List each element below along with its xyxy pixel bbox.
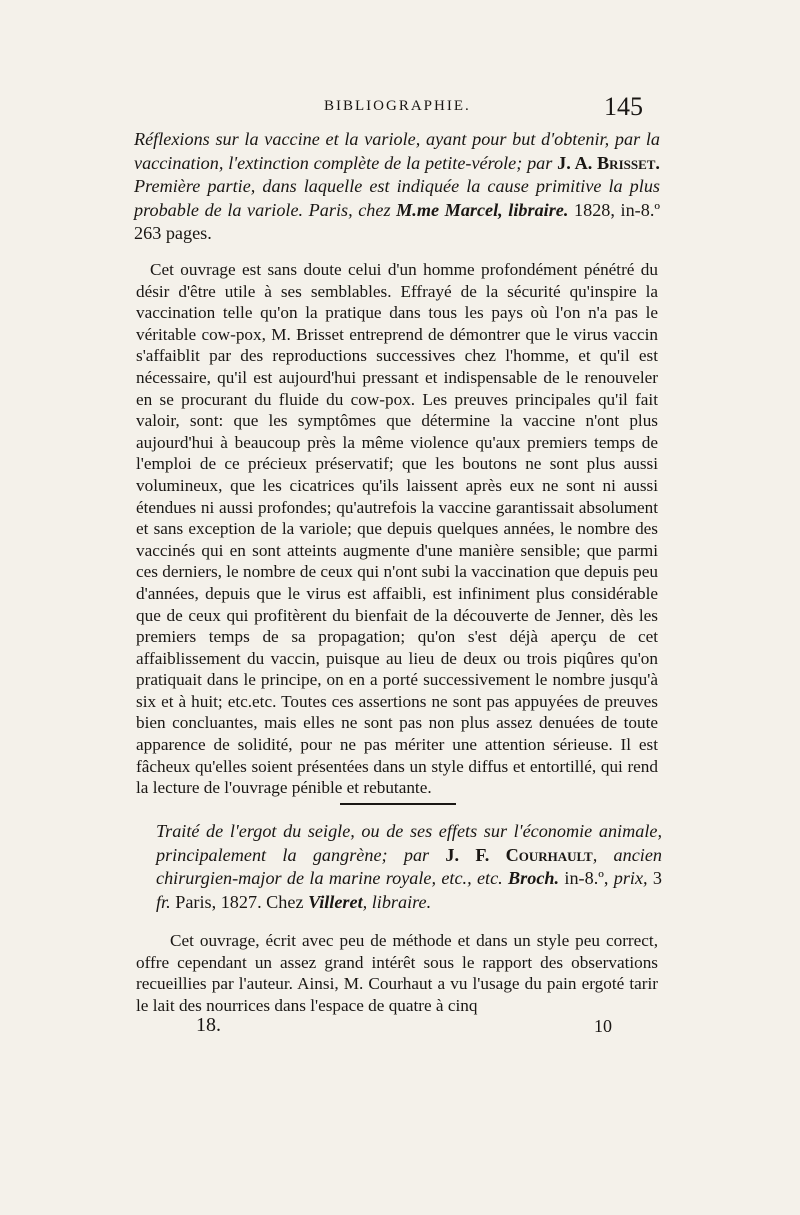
sheet-number: 10 [594, 1016, 612, 1036]
entry-1-review: Cet ouvrage est sans doute celui d'un homme profondément pénétré du désir d'être utile à ses semblables. Effrayé de la sécurité qu'inspire la vaccination telle qu'on la pratique dans tous les pays où l'on n'a pas le véritable cow-pox, M. Brisset entreprend de démontrer que le virus vaccin s'affaiblit par des reproductions successives chez l'homme, et qu'il est nécessaire, qu'il est aujourd'hui pressant et indispensable de le renouveler en se procurant du fluide du cow-pox. Les preuves principales qu'il fait valoir, sont: que les symptômes que détermine la vaccine n'ont plus aujourd'hui à beaucoup près la même violence qu'aux premiers temps de l'emploi de ce précieux préservatif; que les boutons ne sont plus aussi volumineux, que les cicatrices qu'ils laissent après eux ne sont ni aussi étendues ni aussi profondes; qu'autrefois la vaccine garantissait absolument et sans exception de la variole; que depuis quelques années, le nombre des vaccinés qui en sont atteints augmente d'une manière sensible; que parmi ces derniers, le nombre de ceux qui n'ont subi la vaccination que depuis peu d'années, depuis que le virus est affaibli, est infiniment plus considérable que de ceux qui profitèrent du bienfait de la découverte de Jenner, dès les premiers temps de sa propagation; qu'on s'est déjà aperçu de cet affaiblissement du vaccin, puisque au lieu de deux ou trois piqûres qu'on pratiquait dans le principe, on en a porté successivement le nombre jusqu'à six et à huit; etc.etc. Toutes ces assertions ne sont pas appuyées de preuves bien concluantes, mais elles ne sont pas non plus assez denuées de toute apparence de solidité, pour ne pas mériter une attention sérieuse. Il est fâcheux qu'elles soient présentées dans un style diffus et entortillé, qui rend la lecture de l'ouvrage pénible et rebutante. [136, 260, 658, 798]
entry-1-publisher: M.me Marcel, libraire. [396, 199, 569, 220]
entry-2-publisher: Villeret [308, 891, 363, 912]
entry-2-trailer: , libraire. [362, 891, 432, 912]
signature-mark: 18. [196, 1014, 221, 1036]
entry-2-subtitle: , ancien chirurgien-major de la marine royale, etc., etc. [156, 844, 662, 888]
entry-2-price-num: 3 [652, 868, 663, 888]
entry-2-price-prefix: prix, [613, 868, 653, 888]
entry-2-heading [156, 820, 662, 914]
entry-2-author: J. F. Courhault [445, 844, 593, 865]
entry-1-author: J. A. Brisset. [557, 152, 660, 173]
entry-2-imprint: Paris, 1827. Chez [170, 891, 309, 912]
entry-1-title: Réflexions sur la vaccine et la variole, ayant pour but d'obtenir, par la vaccination, l'extinction complète de la petite-vérole; par [134, 129, 660, 173]
running-head [0, 92, 800, 126]
entry-1-subtitle: Première partie, dans laquelle est indiquée la cause primitive la plus probable de la variole. Paris, chez [134, 176, 660, 220]
entry-2-review: Cet ouvrage, écrit avec peu de méthode et dans un style peu correct, offre cependant un assez grand intérêt sous le rapport des observations recueillies par l'auteur. Ainsi, M. Courhaut a vu l'usage du pain ergoté tarir le lait des nourrices dans l'espace de quatre à cinq [136, 931, 658, 1015]
entry-2-price-unit: fr. [156, 891, 171, 912]
entry-2-title: Traité de l'ergot du seigle, ou de ses effets sur l'économie animale, principalement la gangrène; par [156, 821, 662, 865]
page-number: 145 [604, 92, 643, 121]
running-head-title: BIBLIOGRAPHIE. [324, 98, 471, 114]
entry-1-heading [134, 128, 660, 246]
section-divider [340, 803, 456, 805]
entry-2-broch: Broch. [508, 868, 560, 888]
entry-2-format: in-8.º, [559, 868, 614, 888]
entry-1-imprint: 1828, in-8.º 263 pages. [134, 199, 660, 243]
